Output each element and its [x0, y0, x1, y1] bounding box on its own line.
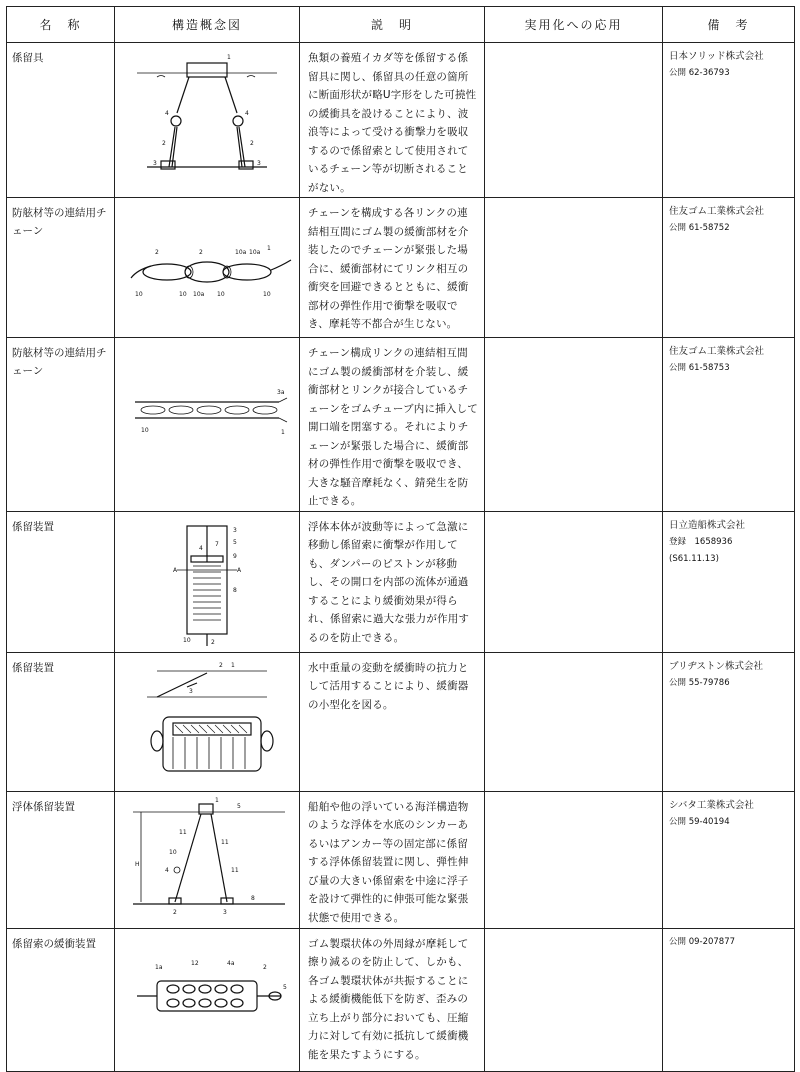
floating-mooring-diagram — [117, 792, 297, 922]
company-name: シバタ工業株式会社 — [669, 799, 754, 811]
company-name: 住友ゴム工業株式会社 — [669, 206, 765, 217]
reference-number: 公開 61-58753 — [669, 363, 730, 373]
figure-label: 1 — [267, 245, 271, 252]
figure-label: 10 — [183, 636, 191, 644]
table-row — [7, 511, 795, 652]
figure-label: 2 — [250, 140, 254, 147]
company-name: ブリヂストン株式会社 — [669, 660, 764, 672]
figure-label: 3 — [223, 908, 227, 916]
row-name: 防舷材等の連結用チェーン — [7, 198, 115, 338]
figure-label: H — [135, 860, 140, 868]
patent-table — [6, 6, 795, 1072]
figure-label: 11 — [179, 828, 187, 836]
figure-label: 10a — [193, 291, 205, 298]
row-application — [485, 198, 663, 338]
figure-label: 3 — [189, 687, 193, 695]
figure-label: 9 — [233, 552, 237, 560]
reference-number: 公開 55-79786 — [669, 677, 730, 688]
row-application — [485, 652, 663, 791]
row-name: 係留索の緩衝装置 — [7, 928, 115, 1071]
figure-label: 4 — [199, 544, 203, 552]
figure-label: 5 — [233, 538, 237, 546]
figure-label: 8 — [251, 894, 255, 902]
figure-label: 10 — [141, 427, 149, 434]
figure-label: A — [237, 566, 242, 574]
row-application — [485, 791, 663, 928]
header-diagram: 構造概念図 — [115, 7, 300, 43]
structure-diagram — [115, 791, 300, 928]
row-name: 防舷材等の連結用チェーン — [7, 338, 115, 512]
header-row — [7, 7, 795, 43]
mooring-fixture-diagram — [117, 43, 297, 183]
figure-label: 5 — [283, 983, 287, 991]
figure-label: A — [173, 566, 178, 574]
figure-label: 2 — [211, 638, 215, 646]
figure-label: 3a — [277, 389, 285, 396]
figure-label: 1 — [227, 54, 231, 61]
registration-date: (S61.11.13) — [669, 553, 719, 564]
reference-number: 公開 09-207877 — [669, 936, 736, 947]
row-remarks — [663, 338, 795, 512]
company-name: 日立造船株式会社 — [669, 519, 746, 531]
row-name: 係留具 — [7, 43, 115, 198]
figure-label: 8 — [233, 586, 237, 594]
figure-label: 10 — [263, 291, 271, 298]
figure-label: 10 — [135, 291, 143, 298]
figure-label: 4 — [245, 110, 249, 117]
rubber-ring-buffer-diagram — [117, 929, 297, 1059]
reference-number: 公開 59-40194 — [669, 816, 730, 827]
buffer-device-diagram — [117, 653, 297, 789]
row-application — [485, 43, 663, 198]
structure-diagram — [115, 198, 300, 338]
structure-diagram — [115, 928, 300, 1071]
row-description: 浮体本体が波動等によって急激に移動し係留索に衝撃が作用しても、ダンパーのピストンが移動し、その開口を内部の流体が通過することにより緩衝効果が得られ、係留索に過大な張力が作用するのを防止できる。 — [300, 511, 485, 652]
figure-label: 2 — [173, 908, 177, 916]
figure-label: 1 — [281, 429, 285, 436]
row-description: 船舶や他の浮いている海洋構造物のような浮体を水底のシンカーあるいはアンカー等の固定部に係留する浮体係留装置に関し、弾性伸び量の大きい係留索を中途に浮子を設けて弾性的に伸張可能な緊張状態で使用できる。 — [300, 791, 485, 928]
figure-label: 1 — [231, 661, 235, 669]
figure-label: 4a — [227, 959, 235, 967]
row-description: 魚類の養殖イカダ等を係留する係留具に関し、係留具の任意の箇所に断面形状が略U字形をした可撓性の緩衝具を設けることにより、波浪等によって受ける衝撃力を吸収するので係留索として使用されているチェーン等が切断されることがない。 — [300, 43, 485, 198]
figure-label: 5 — [237, 802, 241, 810]
figure-label: 10 — [217, 291, 225, 298]
figure-label: 10 — [179, 291, 187, 298]
header-description: 説 明 — [300, 7, 485, 43]
row-remarks — [663, 198, 795, 338]
row-remarks — [663, 791, 795, 928]
figure-label: 2 — [263, 963, 267, 971]
figure-label: 10a — [249, 249, 261, 256]
figure-label: 3 — [257, 160, 261, 167]
table-row — [7, 928, 795, 1071]
row-description: チェーン構成リンクの連結相互間にゴム製の緩衝部材を介装し、緩衝部材とリンクが接合しているチェーンをゴムチューブ内に挿入して開口端を閉塞する。それによりチェーンが緊張した場合に、緩衝部材の弾性作用で衝撃を吸収でき、大きな騒音摩耗なく、錆発生を防止できる。 — [300, 338, 485, 512]
table-row — [7, 652, 795, 791]
row-application — [485, 338, 663, 512]
header-name: 名 称 — [7, 7, 115, 43]
figure-label: 3 — [233, 526, 237, 534]
figure-label: 4 — [165, 110, 169, 117]
figure-label: 7 — [215, 540, 219, 548]
table-row — [7, 791, 795, 928]
figure-label: 1 — [215, 796, 219, 804]
figure-label: 2 — [199, 249, 203, 256]
table-row — [7, 198, 795, 338]
row-remarks — [663, 43, 795, 198]
row-name: 浮体係留装置 — [7, 791, 115, 928]
company-name: 日本ソリッド株式会社 — [669, 51, 764, 62]
figure-label: 2 — [162, 140, 166, 147]
figure-label: 2 — [219, 661, 223, 669]
chain-link-diagram — [117, 198, 297, 318]
row-application — [485, 511, 663, 652]
reference-number: 公開 61-58752 — [669, 223, 730, 233]
figure-label: 2 — [155, 249, 159, 256]
damper-diagram — [117, 512, 297, 648]
row-remarks — [663, 652, 795, 791]
header-application: 実用化への応用 — [485, 7, 663, 43]
reference-number: 公開 62-36793 — [669, 68, 730, 78]
row-remarks — [663, 511, 795, 652]
figure-label: 11 — [231, 866, 239, 874]
table-row — [7, 338, 795, 512]
figure-label: 3 — [153, 160, 157, 167]
row-name: 係留装置 — [7, 511, 115, 652]
row-description: 水中重量の変動を緩衝時の抗力として活用することにより、緩衝器の小型化を図る。 — [300, 652, 485, 791]
row-description: チェーンを構成する各リンクの連結相互間にゴム製の緩衝部材を介装したのでチェーンが緊張した場合に、緩衝部材にてリンク相互の衝突を回避できるとともに、緩衝部材の弾性作用で衝撃を吸収でき、摩耗等不都合が生じない。 — [300, 198, 485, 338]
figure-label: 10a — [235, 249, 247, 256]
table-row — [7, 43, 795, 198]
row-description: ゴム製環状体の外周縁が摩耗して擦り減るのを防止して、しかも、各ゴム製環状体が共振することによる緩衝機能低下を防ぎ、歪みの立ち上がり部分においても、圧縮力に対して有効に抵抗して緩衝機能を果たすようにする。 — [300, 928, 485, 1071]
row-remarks — [663, 928, 795, 1071]
structure-diagram — [115, 511, 300, 652]
chain-tube-diagram — [117, 338, 297, 458]
figure-label: 1a — [155, 963, 163, 971]
figure-label: 10 — [169, 848, 177, 856]
company-name: 住友ゴム工業株式会社 — [669, 346, 765, 357]
structure-diagram — [115, 43, 300, 198]
row-application — [485, 928, 663, 1071]
reference-number: 登録 1658936 — [669, 536, 733, 547]
figure-label: 4 — [165, 866, 169, 874]
figure-label: 12 — [191, 959, 199, 967]
header-remarks: 備 考 — [663, 7, 795, 43]
structure-diagram — [115, 652, 300, 791]
row-name: 係留装置 — [7, 652, 115, 791]
structure-diagram — [115, 338, 300, 512]
figure-label: 11 — [221, 838, 229, 846]
